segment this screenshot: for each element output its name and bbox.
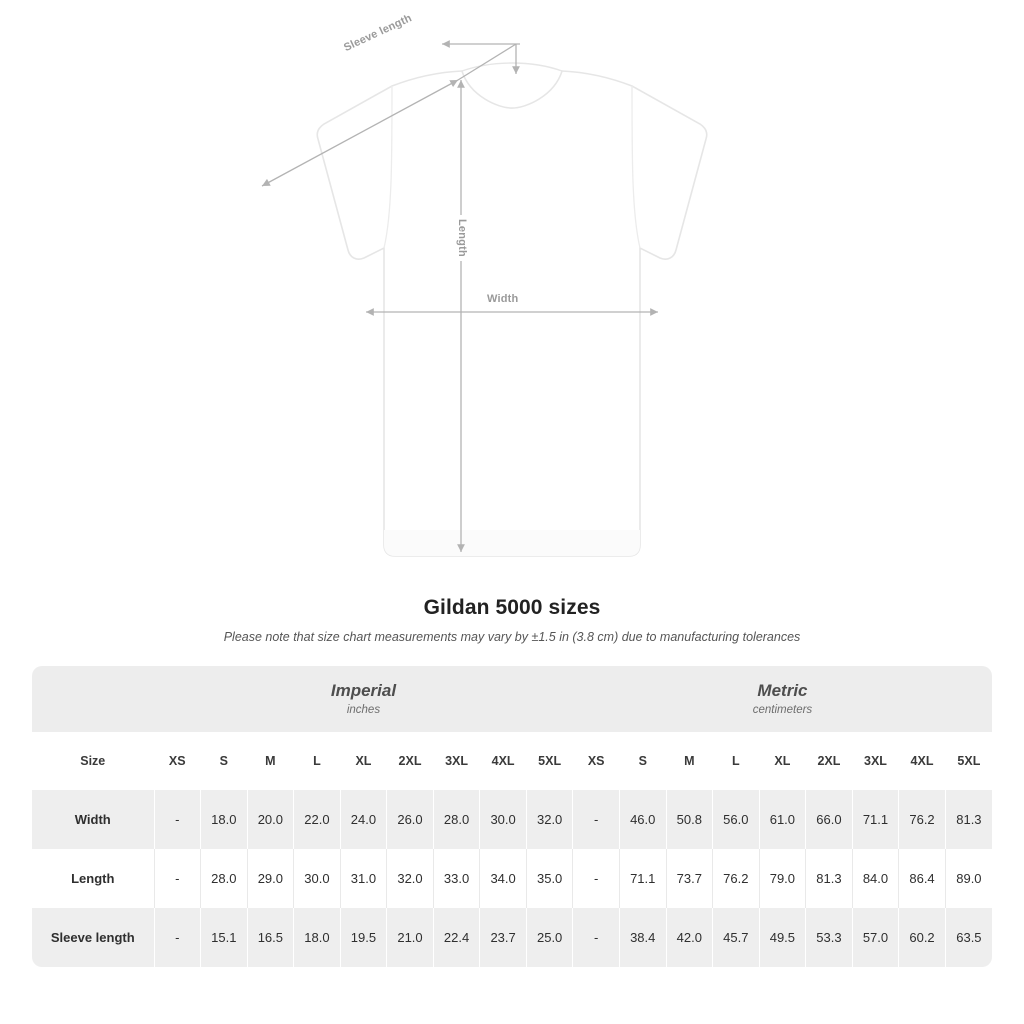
- cell-sleeve-imperial-xl: 19.5: [340, 908, 387, 967]
- cell-width-imperial-xs: -: [154, 790, 201, 849]
- cell-length-imperial-4xl: 34.0: [480, 849, 527, 908]
- cell-width-metric-m: 50.8: [666, 790, 713, 849]
- cell-width-imperial-5xl: 32.0: [526, 790, 573, 849]
- table-row: [32, 790, 992, 849]
- cell-sleeve-metric-l: 45.7: [713, 908, 760, 967]
- cell-width-imperial-4xl: 30.0: [480, 790, 527, 849]
- length-label: Length: [455, 215, 469, 261]
- size-header-metric-2xl: 2XL: [806, 732, 853, 790]
- cell-length-metric-4xl: 86.4: [899, 849, 946, 908]
- size-chart-table: [32, 666, 992, 967]
- cell-width-imperial-xl: 24.0: [340, 790, 387, 849]
- size-header-imperial-s: S: [201, 732, 248, 790]
- cell-length-imperial-xl: 31.0: [340, 849, 387, 908]
- unit-group-metric-sub: centimeters: [752, 703, 813, 716]
- cell-width-imperial-l: 22.0: [294, 790, 341, 849]
- cell-sleeve-metric-3xl: 57.0: [852, 908, 899, 967]
- size-header-imperial-m: M: [247, 732, 294, 790]
- cell-width-metric-2xl: 66.0: [806, 790, 853, 849]
- size-header-imperial-2xl: 2XL: [387, 732, 434, 790]
- cell-sleeve-imperial-l: 18.0: [294, 908, 341, 967]
- cell-sleeve-imperial-m: 16.5: [247, 908, 294, 967]
- cell-sleeve-metric-5xl: 63.5: [945, 908, 992, 967]
- cell-length-metric-2xl: 81.3: [806, 849, 853, 908]
- cell-length-imperial-2xl: 32.0: [387, 849, 434, 908]
- page-title: Gildan 5000 sizes: [423, 596, 601, 619]
- cell-length-imperial-xs: -: [154, 849, 201, 908]
- size-header-imperial-l: L: [294, 732, 341, 790]
- unit-group-imperial-name: Imperial: [330, 681, 397, 701]
- cell-length-imperial-s: 28.0: [201, 849, 248, 908]
- cell-sleeve-imperial-xs: -: [154, 908, 201, 967]
- cell-sleeve-metric-2xl: 53.3: [806, 908, 853, 967]
- cell-length-metric-xl: 79.0: [759, 849, 806, 908]
- size-header-metric-l: L: [713, 732, 760, 790]
- size-header-metric-xl: XL: [759, 732, 806, 790]
- cell-width-metric-xl: 61.0: [759, 790, 806, 849]
- cell-length-metric-xs: -: [573, 849, 620, 908]
- size-header-imperial-xs: XS: [154, 732, 201, 790]
- size-table-container: [32, 666, 992, 967]
- table-row: [32, 908, 992, 967]
- size-header-imperial-3xl: 3XL: [433, 732, 480, 790]
- size-header-metric-4xl: 4XL: [899, 732, 946, 790]
- cell-width-metric-5xl: 81.3: [945, 790, 992, 849]
- cell-sleeve-imperial-5xl: 25.0: [526, 908, 573, 967]
- size-header-imperial-xl: XL: [340, 732, 387, 790]
- cell-sleeve-metric-m: 42.0: [666, 908, 713, 967]
- cell-width-metric-3xl: 71.1: [852, 790, 899, 849]
- cell-sleeve-imperial-2xl: 21.0: [387, 908, 434, 967]
- cell-sleeve-metric-s: 38.4: [619, 908, 666, 967]
- cell-width-imperial-m: 20.0: [247, 790, 294, 849]
- tshirt-shape: [317, 63, 707, 556]
- row-label-sleeve-length: Sleeve length: [32, 908, 154, 967]
- cell-length-metric-m: 73.7: [666, 849, 713, 908]
- row-label-width: Width: [32, 790, 154, 849]
- cell-length-metric-5xl: 89.0: [945, 849, 992, 908]
- cell-width-metric-xs: -: [573, 790, 620, 849]
- size-header-metric-5xl: 5XL: [945, 732, 992, 790]
- cell-length-metric-s: 71.1: [619, 849, 666, 908]
- cell-width-metric-s: 46.0: [619, 790, 666, 849]
- cell-length-imperial-3xl: 33.0: [433, 849, 480, 908]
- cell-width-metric-l: 56.0: [713, 790, 760, 849]
- unit-group-imperial-sub: inches: [346, 703, 381, 716]
- cell-width-imperial-3xl: 28.0: [433, 790, 480, 849]
- size-header-row: [32, 732, 992, 790]
- size-header-label: Size: [32, 732, 154, 790]
- size-chart-heading: [0, 596, 1024, 644]
- size-header-imperial-4xl: 4XL: [480, 732, 527, 790]
- width-label: Width: [483, 292, 522, 306]
- unit-group-metric: [573, 666, 992, 732]
- cell-length-imperial-5xl: 35.0: [526, 849, 573, 908]
- unit-group-spacer: [32, 666, 154, 732]
- cell-length-metric-l: 76.2: [713, 849, 760, 908]
- unit-group-row: [32, 666, 992, 732]
- cell-sleeve-metric-xs: -: [573, 908, 620, 967]
- cell-sleeve-imperial-3xl: 22.4: [433, 908, 480, 967]
- size-header-metric-3xl: 3XL: [852, 732, 899, 790]
- cell-sleeve-imperial-s: 15.1: [201, 908, 248, 967]
- row-label-length: Length: [71, 871, 115, 886]
- sleeve-length-label: Sleeve length: [342, 12, 414, 55]
- cell-sleeve-metric-xl: 49.5: [759, 908, 806, 967]
- cell-length-metric-3xl: 84.0: [852, 849, 899, 908]
- cell-width-imperial-2xl: 26.0: [387, 790, 434, 849]
- cell-sleeve-metric-4xl: 60.2: [899, 908, 946, 967]
- cell-sleeve-imperial-4xl: 23.7: [480, 908, 527, 967]
- size-header-imperial-5xl: 5XL: [526, 732, 573, 790]
- size-header-metric-s: S: [619, 732, 666, 790]
- cell-width-imperial-s: 18.0: [201, 790, 248, 849]
- cell-length-imperial-m: 29.0: [247, 849, 294, 908]
- cell-width-metric-4xl: 76.2: [899, 790, 946, 849]
- tolerance-note: Please note that size chart measurements may vary by ±1.5 in (3.8 cm) due to manufacturing tolerances: [223, 630, 801, 644]
- unit-group-imperial: [154, 666, 573, 732]
- unit-group-metric-name: Metric: [757, 681, 808, 701]
- cell-length-imperial-l: 30.0: [294, 849, 341, 908]
- size-header-metric-m: M: [666, 732, 713, 790]
- table-row: [32, 849, 992, 908]
- size-header-metric-xs: XS: [573, 732, 620, 790]
